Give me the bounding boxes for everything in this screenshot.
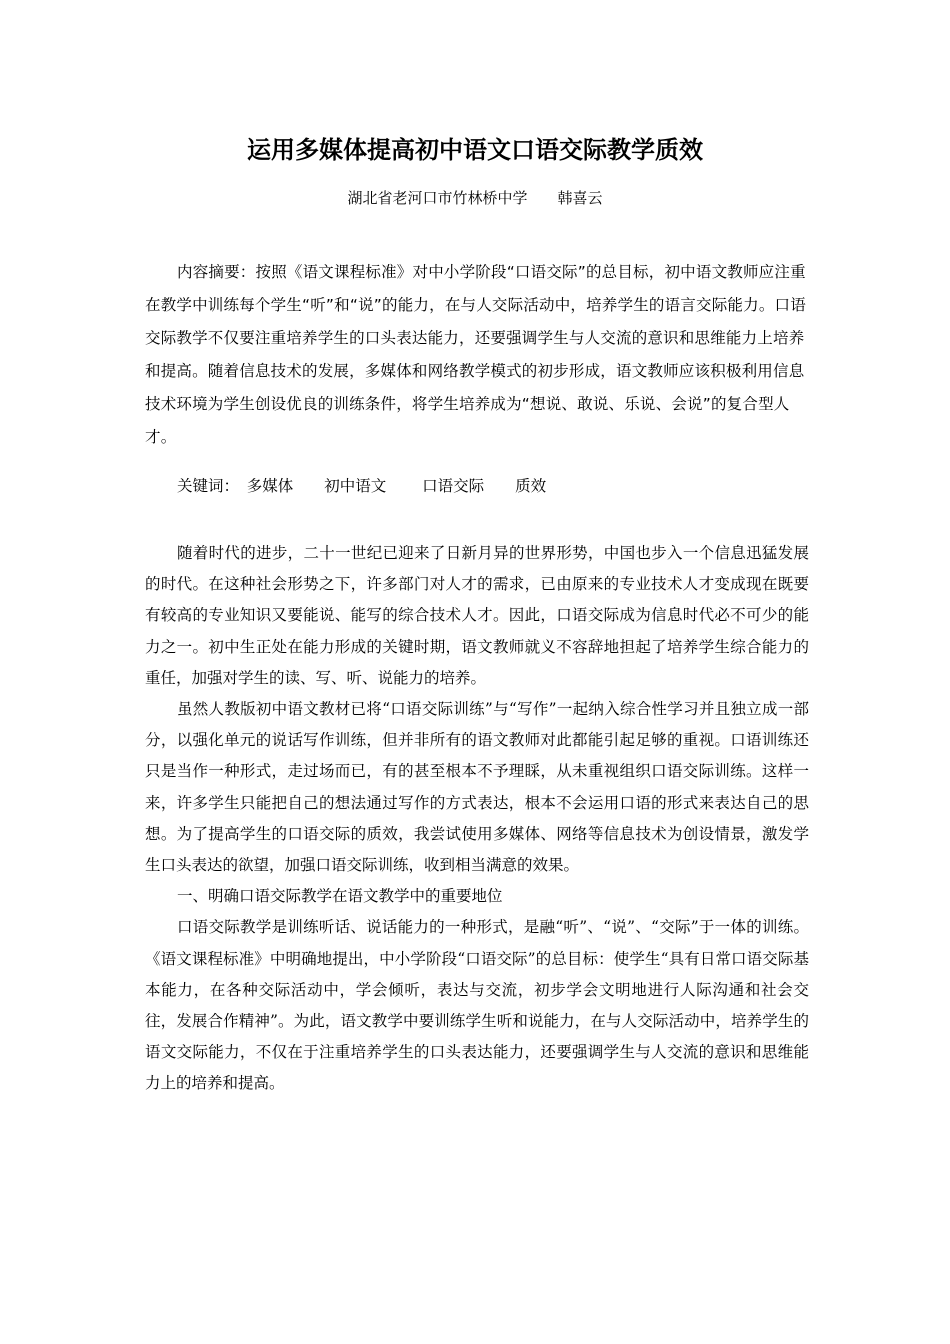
body-paragraph-2: 虽然人教版初中语文教材已将“口语交际训练”与“写作”一起纳入综合性学习并且独立成一部分，以强化单元的说话写作训练，但并非所有的语文教师对此都能引起足够的重视。口语训练还只是当作一种形式，走过场而已，有的甚至根本不予理睬，从未重视组织口语交际训练。这样一来，许多学生只能把自己的想法通过写作的方式表达，根本不会运用口语的形式来表达自己的思想。为了提高学生的口语交际的质效，我尝试使用多媒体、网络等信息技术为创设情景，激发学生口头表达的欲望，加强口语交际训练，收到相当满意的效果。 bbox=[145, 700, 809, 875]
document-title: 运用多媒体提高初中语文口语交际教学质效 bbox=[247, 136, 703, 164]
body-text bbox=[145, 538, 809, 1100]
keywords-line: 关键词： 多媒体 初中语文 口语交际 质效 bbox=[177, 477, 547, 495]
body-paragraph-1: 随着时代的进步，二十一世纪已迎来了日新月异的世界形势，中国也步入一个信息迅猛发展的时代。在这种社会形势之下，许多部门对人才的需求，已由原来的专业技术人才变成现在既要有较高的专业知识又要能说、能写的综合技术人才。因此，口语交际成为信息时代必不可少的能力之一。初中生正处在能力形成的关键时期，语文教师就义不容辞地担起了培养学生综合能力的重任，加强对学生的读、写、听、说能力的培养。 bbox=[145, 544, 809, 687]
body-paragraph-3: 口语交际教学是训练听话、说话能力的一种形式，是融“听”、“说”、“交际”于一体的训练。《语文课程标准》中明确地提出，中小学阶段“口语交际”的总目标：使学生“具有日常口语交际基本能力，在各种交际活动中，学会倾听，表达与交流，初步学会文明地进行人际沟通和社会交往，发展合作精神”。为此，语文教学中要训练学生听和说能力，在与人交际活动中，培养学生的语文交际能力，不仅在于注重培养学生的口头表达能力，还要强调学生与人交流的意识和思维能力上的培养和提高。 bbox=[145, 918, 809, 1093]
section-heading-1: 一、明确口语交际教学在语文教学中的重要地位 bbox=[177, 887, 503, 906]
author-affiliation: 湖北省老河口市竹林桥中学 韩喜云 bbox=[347, 189, 603, 207]
abstract-paragraph: 内容摘要：按照《语文课程标准》对中小学阶段“口语交际”的总目标，初中语文教师应注重在教学中训练每个学生“听”和“说”的能力，在与人交际活动中，培养学生的语言交际能力。口语交际教学不仅要注重培养学生的口头表达能力，还要强调学生与人交流的意识和思维能力上培养和提高。随着信息技术的发展，多媒体和网络教学模式的初步形成，语文教师应该积极利用信息技术环境为学生创设优良的训练条件，将学生培养成为“想说、敢说、乐说、会说”的复合型人才。 bbox=[145, 263, 806, 446]
